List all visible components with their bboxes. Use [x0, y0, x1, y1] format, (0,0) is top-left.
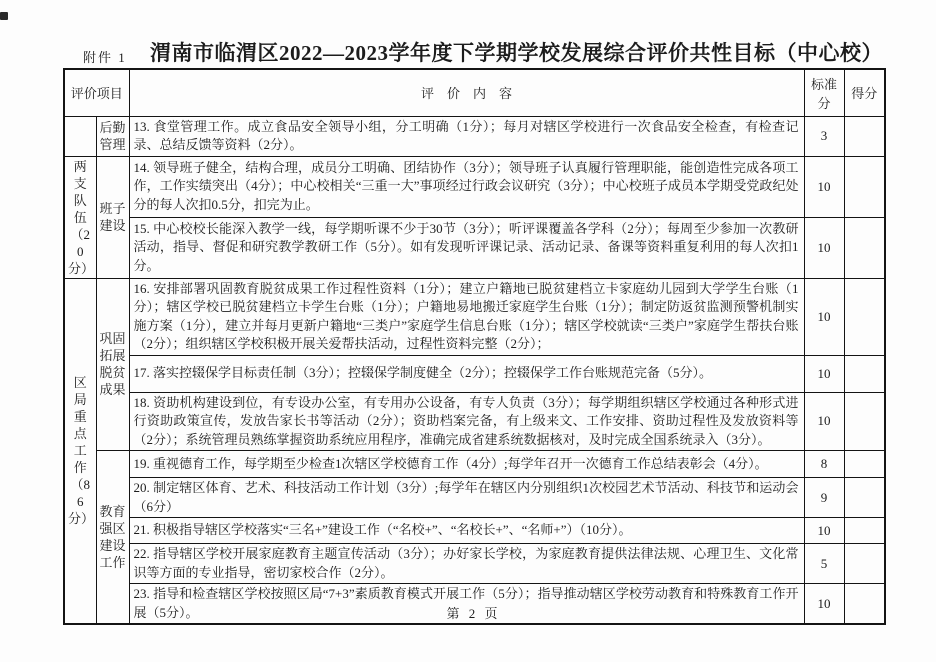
group2-cell: 班子建设	[96, 156, 129, 278]
content-cell: 13. 食堂管理工作。成立食品安全领导小组，分工明确（1分）；每月对辖区学校进行一次食品安全检查，有检查记录、总结反馈等资料（2分）。	[129, 116, 804, 156]
table-row	[64, 355, 885, 392]
group2-cell: 巩固拓展脱贫成果	[96, 278, 129, 451]
standard-score-cell: 10	[804, 156, 844, 217]
content-cell: 22. 指导辖区学校开展家庭教育主题宣传活动（3分）；办好家长学校，为家庭教育提供法律法规、心理卫生、文化常识等方面的专业指导，密切家校合作（2分）。	[129, 544, 804, 584]
table-row	[64, 156, 885, 217]
standard-score-cell: 10	[804, 518, 844, 544]
score-cell	[844, 544, 885, 584]
score-cell	[844, 156, 885, 217]
content-cell: 20. 制定辖区体育、艺术、科技活动工作计划（3分）;每学年在辖区内分别组织1次校园艺术节活动、科技节和运动会（6分）	[129, 478, 804, 518]
content-cell: 23. 指导和检查辖区学校按照区局“7+3”素质教育模式开展工作（5分）；指导推动辖区学校劳动教育和特殊教育工作开展（5分）。	[129, 584, 804, 625]
standard-score-cell: 8	[804, 451, 844, 478]
content-cell: 18. 资助机构建设到位，有专设办公室，有专用办公设备，有专人负责（3分）；每学期组织辖区学校通过各种形式进行资助政策宣传，发放告家长书等活动（2分）；资助档案完备，有上级来文、工作安排、资助过程性及发放资料等（2分）；系统管理员熟练掌握资助系统应用程序，准确完成省建系统数据核对，及时完成全国系统录入（3分）。	[129, 392, 804, 451]
scan-artifact	[0, 12, 8, 20]
group1-cell: 两支队伍（20分）	[64, 156, 96, 278]
group2-cell: 教育强区建设工作	[96, 451, 129, 625]
table-row	[64, 278, 885, 355]
evaluation-table	[63, 68, 886, 625]
attachment-label: 附件 1	[83, 50, 127, 65]
header-evaluation-content: 评 价 内 容	[129, 69, 804, 116]
group1-cell: 区局重点工作（86分）	[64, 278, 96, 624]
standard-score-cell: 10	[804, 355, 844, 392]
page-number: 第 2 页	[446, 606, 501, 621]
score-cell	[844, 451, 885, 478]
content-cell: 14. 领导班子健全，结构合理，成员分工明确、团结协作（3分）；领导班子认真履行管理职能，能创造性完成各项工作，工作实绩突出（4分）；中心校相关“三重一大”事项经过行政会议研究（3分）；中心校班子成员本学期受党政纪处分的每人次扣0.5分，扣完为止。	[129, 156, 804, 217]
standard-score-cell: 10	[804, 217, 844, 278]
standard-score-cell: 10	[804, 584, 844, 625]
group2-cell: 后勤管理	[96, 116, 129, 156]
header-evaluation-item: 评价项目	[64, 69, 129, 116]
score-cell	[844, 278, 885, 355]
page-title: 渭南市临渭区2022—2023学年度下学期学校发展综合评价共性目标（中心校）	[150, 41, 883, 65]
score-cell	[844, 355, 885, 392]
score-cell	[844, 478, 885, 518]
score-cell	[844, 518, 885, 544]
standard-score-cell: 3	[804, 116, 844, 156]
score-cell	[844, 392, 885, 451]
content-cell: 16. 安排部署巩固教育脱贫成果工作过程性资料（1分）；建立户籍地已脱贫建档立卡家庭幼儿园到大学学生台账（1分）；辖区学校已脱贫建档立卡学生台账（1分）；户籍地易地搬迁家庭学生台账（1分）；制定防返贫监测预警机制实施方案（1分），建立并每月更新户籍地“三类户”家庭学生信息台账（1分）；辖区学校就读“三类户”家庭学生帮扶台账（2分）；组织辖区学校积极开展关爱帮扶活动，过程性资料完整（2分）；	[129, 278, 804, 355]
standard-score-cell: 5	[804, 544, 844, 584]
table-row	[64, 217, 885, 278]
group1-cell	[64, 116, 96, 156]
score-cell	[844, 217, 885, 278]
table-header-row	[64, 69, 885, 116]
content-cell: 17. 落实控辍保学目标责任制（3分）；控辍保学制度健全（2分）；控辍保学工作台账规范完备（5分）。	[129, 355, 804, 392]
content-cell: 19. 重视德育工作，每学期至少检查1次辖区学校德育工作（4分）;每学年召开一次德育工作总结表彰会（4分）。	[129, 451, 804, 478]
score-cell	[844, 116, 885, 156]
standard-score-cell: 10	[804, 278, 844, 355]
header-standard-score: 标准分	[804, 69, 844, 116]
standard-score-cell: 9	[804, 478, 844, 518]
table-row	[64, 478, 885, 518]
header-score: 得分	[844, 69, 885, 116]
table-row	[64, 451, 885, 478]
table-row	[64, 544, 885, 584]
table-row	[64, 116, 885, 156]
content-cell: 15. 中心校校长能深入教学一线，每学期听课不少于30节（3分）；听评课覆盖各学科（2分）；每周至少参加一次教研活动，指导、督促和研究教学教研工作（5分）。如有发现听评课记录、活动记录、备课等资料重复利用的每人次扣1分。	[129, 217, 804, 278]
standard-score-cell: 10	[804, 392, 844, 451]
content-cell: 21. 积极指导辖区学校落实“三名+”建设工作（“名校+”、“名校长+”、“名师+”）（10分）。	[129, 518, 804, 544]
table-row	[64, 518, 885, 544]
table-row	[64, 392, 885, 451]
